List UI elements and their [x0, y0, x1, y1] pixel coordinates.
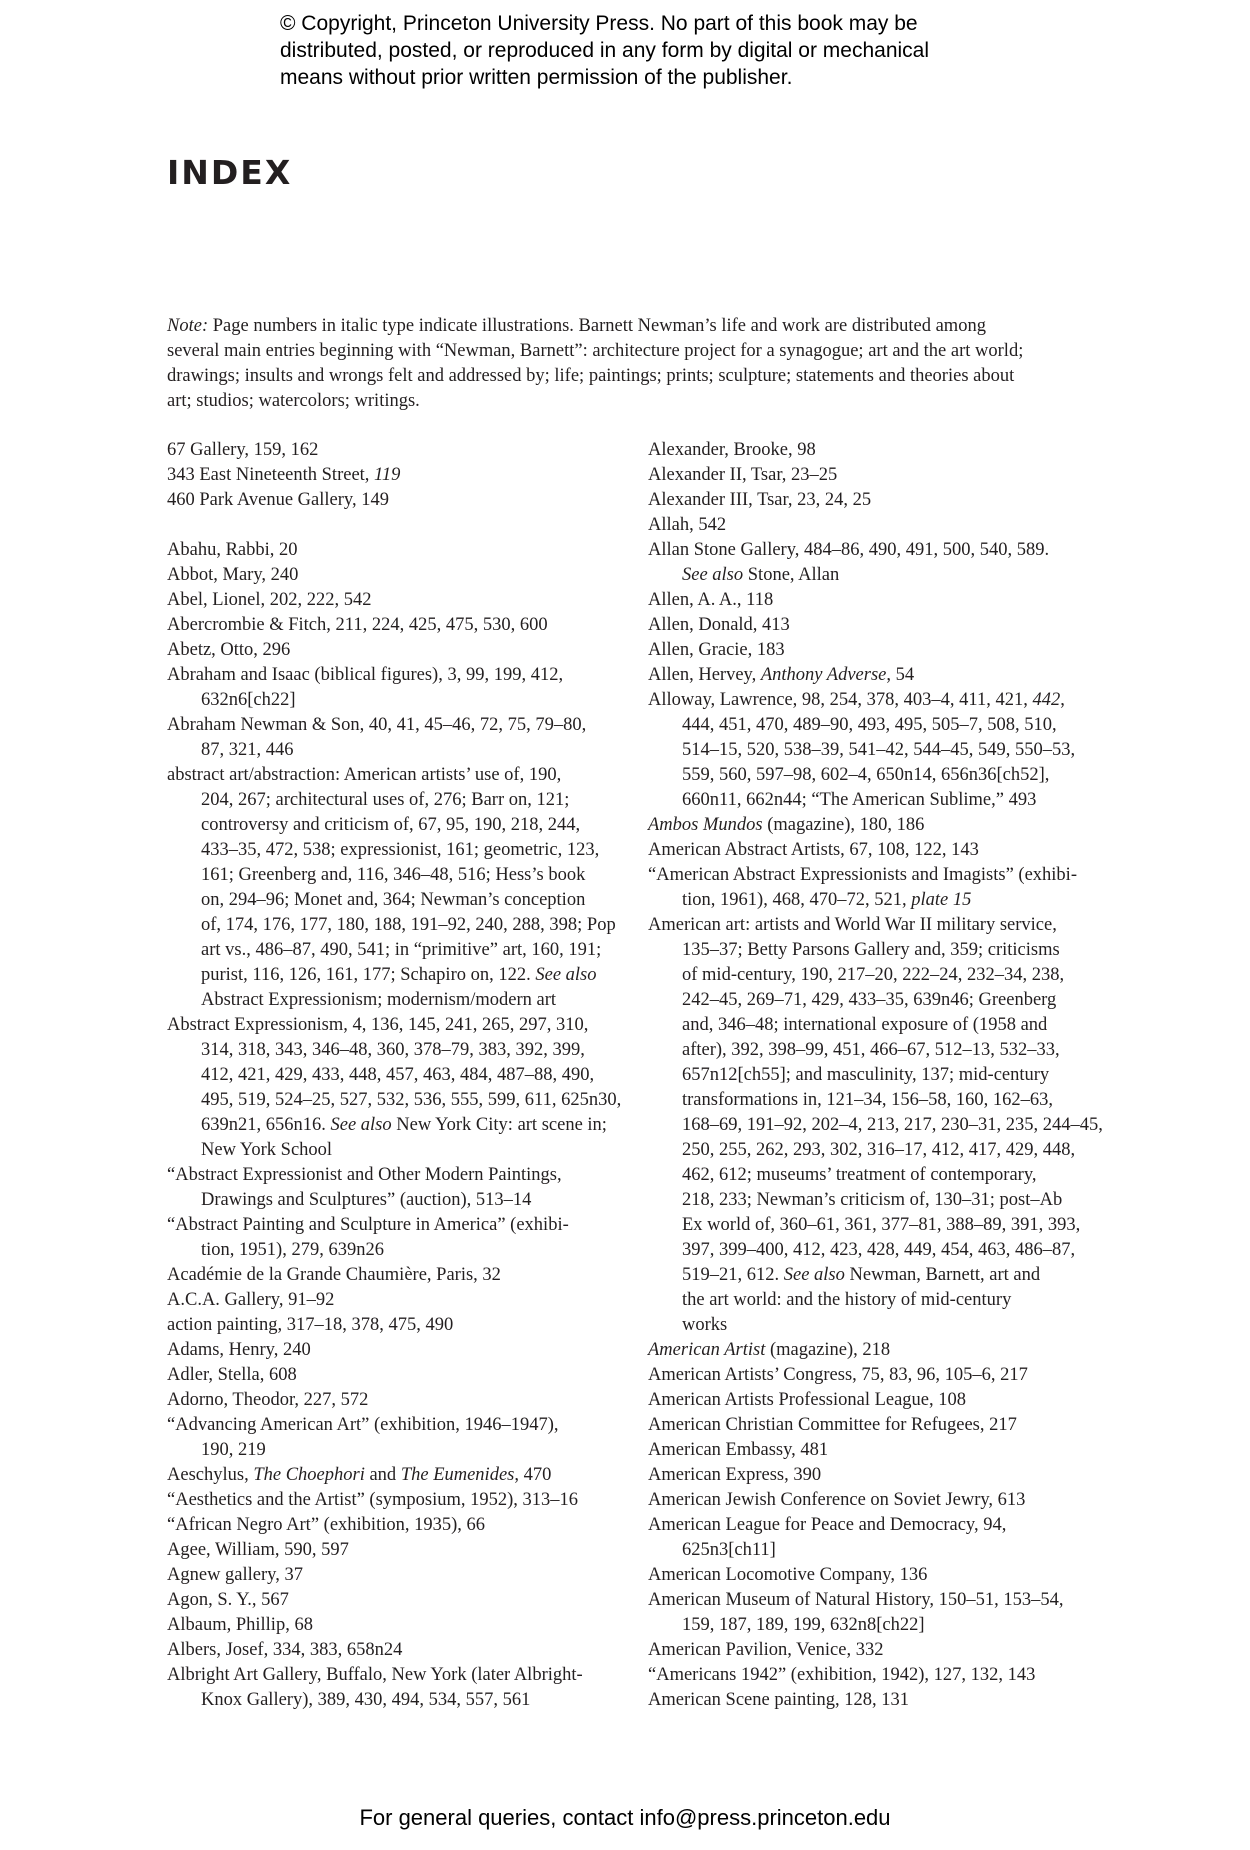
index-entry [167, 713, 622, 738]
page-title: INDEX [167, 153, 293, 192]
index-entry-continuation [167, 688, 622, 713]
index-entry [648, 1638, 1118, 1663]
entry-text: works [682, 1315, 728, 1335]
italic-text: See also [535, 965, 597, 985]
index-entry [648, 438, 1118, 463]
index-entry-continuation [648, 1163, 1118, 1188]
index-entry [648, 1338, 1118, 1363]
index-entry [648, 588, 1118, 613]
index-entry-continuation [167, 738, 622, 763]
entry-text: (magazine), 218 [765, 1340, 891, 1360]
entry-text: after), 392, 398–99, 451, 466–67, 512–13, 532–33, [682, 1040, 1060, 1060]
entry-text: of mid-century, 190, 217–20, 222–24, 232–34, 238, [682, 965, 1065, 985]
index-entry [167, 563, 622, 588]
entry-text: 397, 399–400, 412, 423, 428, 449, 454, 463, 486–87, [682, 1240, 1076, 1260]
index-entry-continuation [648, 1188, 1118, 1213]
index-entry-continuation [648, 1538, 1118, 1563]
entry-text: Allen, Donald, 413 [648, 615, 790, 635]
entry-text: Académie de la Grande Chaumière, Paris, 32 [167, 1265, 501, 1285]
entry-text: 87, 321, 446 [201, 740, 294, 760]
entry-text: Newman, Barnett, art and [844, 1265, 1041, 1285]
entry-text: 343 East Nineteenth Street, [167, 465, 375, 485]
entry-text: Abstract Expressionism; modernism/modern art [201, 990, 557, 1010]
italic-text: The Eumenides [400, 1465, 515, 1485]
index-entry-continuation [167, 1238, 622, 1263]
index-entry-continuation [648, 763, 1118, 788]
index-note [167, 314, 1087, 414]
entry-text: Abercrombie & Fitch, 211, 224, 425, 475, 530, 600 [167, 615, 548, 635]
index-entry-continuation [167, 1038, 622, 1063]
index-entry-continuation [648, 888, 1118, 913]
entry-text: Albaum, Phillip, 68 [167, 1615, 313, 1635]
index-entry [167, 1288, 622, 1313]
entry-text: 444, 451, 470, 489–90, 493, 495, 505–7, 508, 510, [682, 715, 1057, 735]
entry-text: Abahu, Rabbi, 20 [167, 540, 298, 560]
index-entry [648, 663, 1118, 688]
entry-text: 460 Park Avenue Gallery, 149 [167, 490, 389, 510]
entry-text: Aeschylus, [167, 1465, 254, 1485]
entry-text: 625n3[ch11] [682, 1540, 776, 1560]
entry-text: “Abstract Painting and Sculpture in America” (exhibi- [167, 1215, 569, 1235]
entry-text: Knox Gallery), 389, 430, 494, 534, 557, 561 [201, 1690, 531, 1710]
index-entry-continuation [167, 963, 622, 988]
index-entry-continuation [648, 1063, 1118, 1088]
entry-text: 632n6[ch22] [201, 690, 296, 710]
index-entry-continuation [167, 788, 622, 813]
index-entry [167, 1413, 622, 1438]
entry-text: Allan Stone Gallery, 484–86, 490, 491, 500, 540, 589. [648, 540, 1050, 560]
index-entry-continuation [167, 1138, 622, 1163]
index-entry-continuation [648, 1013, 1118, 1038]
index-entry [648, 1588, 1118, 1613]
index-entry-continuation [167, 863, 622, 888]
entry-text: Alexander, Brooke, 98 [648, 440, 816, 460]
entry-text: “Abstract Expressionist and Other Modern Paintings, [167, 1165, 562, 1185]
index-entry-continuation [648, 1238, 1118, 1263]
index-entry [167, 1163, 622, 1188]
entry-text: “American Abstract Expressionists and Imagists” (exhibi- [648, 865, 1077, 885]
index-entry [648, 463, 1118, 488]
entry-text: 519–21, 612. [682, 1265, 784, 1285]
index-entry [648, 1563, 1118, 1588]
index-entry-continuation [167, 838, 622, 863]
note-line: drawings; insults and wrongs felt and addressed by; life; paintings; prints; sculpture; statements and theories about [167, 366, 1015, 386]
index-entry [167, 1463, 622, 1488]
index-entry [648, 1413, 1118, 1438]
italic-text: Ambos Mundos [648, 815, 763, 835]
entry-text: Allah, 542 [648, 515, 727, 535]
index-entry [167, 1213, 622, 1238]
entry-text: New York School [201, 1140, 333, 1160]
index-entry [167, 1313, 622, 1338]
entry-text: American Embassy, 481 [648, 1440, 829, 1460]
copyright-line: © Copyright, Princeton University Press. No part of this book may be [280, 12, 918, 35]
entry-text: 242–45, 269–71, 429, 433–35, 639n46; Greenberg [682, 990, 1057, 1010]
index-entry [648, 613, 1118, 638]
index-entry [167, 1563, 622, 1588]
entry-text: 495, 519, 524–25, 527, 532, 536, 555, 599, 611, 625n30, [201, 1090, 622, 1110]
entry-text: Agnew gallery, 37 [167, 1565, 303, 1585]
index-entry-continuation [648, 1613, 1118, 1638]
entry-text: 168–69, 191–92, 202–4, 213, 217, 230–31, 235, 244–45, [682, 1115, 1103, 1135]
index-entry [167, 1663, 622, 1688]
index-entry [167, 438, 622, 463]
entry-text: Alexander II, Tsar, 23–25 [648, 465, 838, 485]
entry-text: American Christian Committee for Refugees, 217 [648, 1415, 1017, 1435]
entry-text: controversy and criticism of, 67, 95, 190, 218, 244, [201, 815, 581, 835]
entry-text: 559, 560, 597–98, 602–4, 650n14, 656n36[ch52], [682, 765, 1050, 785]
italic-text: See also [783, 1265, 845, 1285]
entry-text: purist, 116, 126, 161, 177; Schapiro on, 122. [201, 965, 536, 985]
index-entry-continuation [167, 888, 622, 913]
entry-text: (magazine), 180, 186 [762, 815, 925, 835]
entry-text: American Artists’ Congress, 75, 83, 96, 105–6, 217 [648, 1365, 1028, 1385]
index-column-right [648, 438, 1118, 1713]
index-entry-continuation [167, 1188, 622, 1213]
index-entry [167, 588, 622, 613]
entry-text: “Americans 1942” (exhibition, 1942), 127, 132, 143 [648, 1665, 1036, 1685]
index-entry [167, 663, 622, 688]
entry-text: transformations in, 121–34, 156–58, 160, 162–63, [682, 1090, 1054, 1110]
entry-text: of, 174, 176, 177, 180, 188, 191–92, 240, 288, 398; Pop [201, 915, 616, 935]
entry-text: art vs., 486–87, 490, 541; in “primitive” art, 160, 191; [201, 940, 602, 960]
entry-text: 218, 233; Newman’s criticism of, 130–31; post–Ab [682, 1190, 1063, 1210]
entry-text: 639n21, 656n16. [201, 1115, 331, 1135]
entry-text: Albright Art Gallery, Buffalo, New York (later Albright- [167, 1665, 583, 1685]
index-entry [167, 638, 622, 663]
note-line: several main entries beginning with “Newman, Barnett”: architecture project for a synagogue; art and the art world; [167, 341, 1024, 361]
index-entry-continuation [648, 738, 1118, 763]
entry-text: action painting, 317–18, 378, 475, 490 [167, 1315, 454, 1335]
index-entry [648, 513, 1118, 538]
entry-text: 161; Greenberg and, 116, 346–48, 516; Hess’s book [201, 865, 586, 885]
entry-text: American Express, 390 [648, 1465, 822, 1485]
index-entry [648, 813, 1118, 838]
entry-text: Abetz, Otto, 296 [167, 640, 291, 660]
index-entry [648, 1438, 1118, 1463]
entry-text: Adams, Henry, 240 [167, 1340, 311, 1360]
entry-text: Adler, Stella, 608 [167, 1365, 297, 1385]
copyright-line: means without prior written permission of the publisher. [280, 66, 793, 89]
entry-text: Allen, A. A., 118 [648, 590, 774, 610]
entry-text: Allen, Hervey, [648, 665, 761, 685]
entry-text: American League for Peace and Democracy, 94, [648, 1515, 1007, 1535]
entry-text: “Aesthetics and the Artist” (symposium, 1952), 313–16 [167, 1490, 579, 1510]
index-entry-continuation [648, 938, 1118, 963]
index-entry-continuation [648, 1213, 1118, 1238]
entry-text: Abbot, Mary, 240 [167, 565, 299, 585]
entry-text: 135–37; Betty Parsons Gallery and, 359; criticisms [682, 940, 1060, 960]
index-entry-continuation [167, 913, 622, 938]
entry-text: 514–15, 520, 538–39, 541–42, 544–45, 549, 550–53, [682, 740, 1076, 760]
note-text: Page numbers in italic type indicate illustrations. Barnett Newman’s life and work are distributed among [208, 316, 986, 336]
italic-text: American Artist [648, 1340, 766, 1360]
entry-text: tion, 1951), 279, 639n26 [201, 1240, 384, 1260]
index-entry [167, 613, 622, 638]
index-entry [167, 1588, 622, 1613]
index-entry-continuation [167, 1088, 622, 1113]
index-entry-continuation [167, 1063, 622, 1088]
entry-text: on, 294–96; Monet and, 364; Newman’s conception [201, 890, 586, 910]
entry-text: , 54 [886, 665, 915, 685]
entry-text: , [1060, 690, 1065, 710]
index-entry-continuation [167, 938, 622, 963]
index-entry-continuation [648, 1313, 1118, 1338]
entry-text: 412, 421, 429, 433, 448, 457, 463, 484, 487–88, 490, [201, 1065, 595, 1085]
entry-text: New York City: art scene in; [391, 1115, 607, 1135]
entry-text: tion, 1961), 468, 470–72, 521, [682, 890, 912, 910]
index-entry-continuation [167, 1688, 622, 1713]
entry-text: 159, 187, 189, 199, 632n8[ch22] [682, 1615, 925, 1635]
index-entry-continuation [648, 1138, 1118, 1163]
entry-text: American Artists Professional League, 108 [648, 1390, 967, 1410]
index-entry [648, 1388, 1118, 1413]
index-entry [167, 1513, 622, 1538]
index-entry-continuation [648, 963, 1118, 988]
italic-text: 119 [374, 465, 401, 485]
entry-text: Ex world of, 360–61, 361, 377–81, 388–89, 391, 393, [682, 1215, 1081, 1235]
entry-text: 250, 255, 262, 293, 302, 316–17, 412, 417, 429, 448, [682, 1140, 1076, 1160]
entry-text: Drawings and Sculptures” (auction), 513–14 [201, 1190, 532, 1210]
entry-text: 657n12[ch55]; and masculinity, 137; mid-century [682, 1065, 1050, 1085]
index-entry-continuation [648, 988, 1118, 1013]
index-entry-continuation [648, 1263, 1118, 1288]
entry-text: Adorno, Theodor, 227, 572 [167, 1390, 369, 1410]
entry-text: Allen, Gracie, 183 [648, 640, 785, 660]
entry-text: abstract art/abstraction: American artists’ use of, 190, [167, 765, 562, 785]
index-entry-continuation [167, 1113, 622, 1138]
index-entry-continuation [167, 1438, 622, 1463]
index-entry [167, 488, 622, 513]
entry-text: A.C.A. Gallery, 91–92 [167, 1290, 335, 1310]
entry-text: and, 346–48; international exposure of (1958 and [682, 1015, 1048, 1035]
index-entry [167, 763, 622, 788]
index-entry [648, 1463, 1118, 1488]
entry-text: 67 Gallery, 159, 162 [167, 440, 319, 460]
italic-text: See also [682, 565, 744, 585]
index-entry [648, 488, 1118, 513]
index-entry [648, 638, 1118, 663]
index-entry [648, 863, 1118, 888]
index-entry [167, 1488, 622, 1513]
entry-text: American Abstract Artists, 67, 108, 122, 143 [648, 840, 979, 860]
index-entry [648, 688, 1118, 713]
entry-text: Agee, William, 590, 597 [167, 1540, 349, 1560]
index-entry [167, 1638, 622, 1663]
index-entry [167, 463, 622, 488]
entry-text: Abstract Expressionism, 4, 136, 145, 241, 265, 297, 310, [167, 1015, 589, 1035]
entry-text: Albers, Josef, 334, 383, 658n24 [167, 1640, 403, 1660]
index-entry [648, 838, 1118, 863]
entry-text: and [364, 1465, 401, 1485]
index-entry-continuation [648, 1288, 1118, 1313]
italic-text: The Choephori [253, 1465, 365, 1485]
index-entry-continuation [167, 988, 622, 1013]
entry-text: 462, 612; museums’ treatment of contemporary, [682, 1165, 1037, 1185]
index-entry [167, 1538, 622, 1563]
index-entry-continuation [648, 788, 1118, 813]
index-column-left [167, 438, 622, 1713]
index-entry [648, 538, 1118, 563]
index-entry-continuation [648, 1038, 1118, 1063]
index-entry [648, 1363, 1118, 1388]
note-label: Note: [167, 316, 209, 336]
entry-text: Abraham and Isaac (biblical figures), 3, 99, 199, 412, [167, 665, 564, 685]
footer-contact: For general queries, contact info@press.princeton.edu [359, 1805, 891, 1830]
italic-text: plate 15 [911, 890, 972, 910]
index-entry [167, 1013, 622, 1038]
index-entry [167, 1363, 622, 1388]
entry-text: American Museum of Natural History, 150–51, 153–54, [648, 1590, 1064, 1610]
index-entry-continuation [648, 1088, 1118, 1113]
index-entry [167, 1263, 622, 1288]
copyright-notice [280, 10, 1040, 91]
entry-text: 660n11, 662n44; “The American Sublime,” 493 [682, 790, 1037, 810]
entry-text: “African Negro Art” (exhibition, 1935), 66 [167, 1515, 486, 1535]
index-entry-continuation [167, 813, 622, 838]
entry-text: American Scene painting, 128, 131 [648, 1690, 909, 1710]
entry-text: American Jewish Conference on Soviet Jewry, 613 [648, 1490, 1026, 1510]
copyright-line: distributed, posted, or reproduced in any form by digital or mechanical [280, 39, 930, 62]
index-entry [167, 1613, 622, 1638]
entry-text: American Pavilion, Venice, 332 [648, 1640, 884, 1660]
index-entry [648, 1488, 1118, 1513]
index-spacer [167, 513, 622, 538]
index-entry [167, 1388, 622, 1413]
entry-text: American art: artists and World War II military service, [648, 915, 1057, 935]
index-entry [167, 538, 622, 563]
entry-text: 204, 267; architectural uses of, 276; Barr on, 121; [201, 790, 570, 810]
entry-text: Abel, Lionel, 202, 222, 542 [167, 590, 372, 610]
entry-text: , 470 [514, 1465, 552, 1485]
entry-text: Alloway, Lawrence, 98, 254, 378, 403–4, 411, 421, [648, 690, 1033, 710]
index-entry [648, 1513, 1118, 1538]
index-entry [648, 1663, 1118, 1688]
entry-text: 433–35, 472, 538; expressionist, 161; geometric, 123, [201, 840, 600, 860]
entry-text: Agon, S. Y., 567 [167, 1590, 289, 1610]
entry-text: Alexander III, Tsar, 23, 24, 25 [648, 490, 872, 510]
index-entry-continuation [648, 563, 1118, 588]
entry-text: 314, 318, 343, 346–48, 360, 378–79, 383, 392, 399, [201, 1040, 585, 1060]
italic-text: 442 [1032, 690, 1061, 710]
index-entry [648, 913, 1118, 938]
index-entry [648, 1688, 1118, 1713]
note-line [167, 314, 1087, 339]
italic-text: Anthony Adverse [760, 665, 887, 685]
entry-text: the art world: and the history of mid-century [682, 1290, 1012, 1310]
note-line: art; studios; watercolors; writings. [167, 391, 420, 411]
entry-text: 190, 219 [201, 1440, 266, 1460]
entry-text: Abraham Newman & Son, 40, 41, 45–46, 72, 75, 79–80, [167, 715, 587, 735]
italic-text: See also [330, 1115, 392, 1135]
entry-text: “Advancing American Art” (exhibition, 1946–1947), [167, 1415, 559, 1435]
entry-text: Stone, Allan [743, 565, 840, 585]
index-entry-continuation [648, 713, 1118, 738]
entry-text: American Locomotive Company, 136 [648, 1565, 928, 1585]
index-entry [167, 1338, 622, 1363]
index-entry-continuation [648, 1113, 1118, 1138]
